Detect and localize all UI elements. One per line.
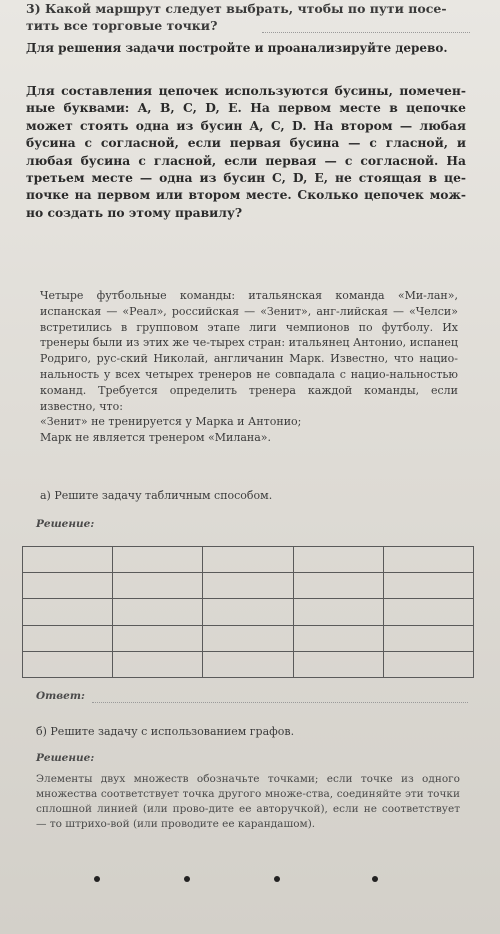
- table-cell[interactable]: [383, 547, 473, 573]
- answer-label: Ответ:: [36, 690, 85, 702]
- table-cell[interactable]: [113, 547, 203, 573]
- football-fact-1: «Зенит» не тренируется у Марка и Антонио;: [40, 415, 302, 429]
- table-cell[interactable]: [203, 547, 293, 573]
- table-cell[interactable]: [293, 625, 383, 651]
- beads-task: Для составления цепочек используются бусины, помечен-ные буквами: A, B, C, D, E. На первом месте в цепочке может стоять одна из бусин A, C, D. На втором — любая бусина с согласной, если первая бусина — с гласной, и любая бусина с гласной, если первая — с согласной. На третьем месте — одна из бусин C, D, E, не стоящая в це-почке на первом или втором месте. Сколько цепочек мож-но создать по этому правилу?: [26, 83, 466, 220]
- table-cell[interactable]: [203, 625, 293, 651]
- football-task: [40, 288, 458, 446]
- table-cell[interactable]: [203, 599, 293, 625]
- answer-line: [92, 702, 468, 703]
- graph-point: [372, 876, 378, 882]
- part-b-question: б) Решите задачу с использованием графов.: [36, 725, 295, 738]
- table-cell[interactable]: [203, 651, 293, 677]
- table-cell[interactable]: [113, 599, 203, 625]
- table-cell[interactable]: [293, 547, 383, 573]
- previous-task-ending: 3) Какой маршрут следует выбрать, чтобы по пути посе-тить все торговые точки?: [26, 1, 447, 33]
- part-a-question: а) Решите задачу табличным способом.: [40, 489, 273, 502]
- football-task-paragraph: Четыре футбольные команды: итальянская команда «Ми-лан», испанская — «Реал», российская — «Зенит», анг-лийская — «Челси» встретились в групповом этапе лиги чемпионов по футболу. Их тренеры были из этих же че-тырех стран: итальянец Антонио, испанец Родриго, рус-ский Николай, англичанин Марк. Известно, что нацио-нальность у всех четырех тренеров не совпадала с нацио-нальностью команд. Требуется определить тренера каждой команды, если известно, что:: [40, 289, 458, 413]
- solution-table[interactable]: [22, 546, 474, 678]
- graph-point: [184, 876, 190, 882]
- table-cell[interactable]: [293, 573, 383, 599]
- table-cell[interactable]: [23, 599, 113, 625]
- table-cell[interactable]: [383, 651, 473, 677]
- solution-label-a: Решение:: [36, 518, 95, 530]
- graph-point: [94, 876, 100, 882]
- table-cell[interactable]: [113, 651, 203, 677]
- graph-point: [274, 876, 280, 882]
- solution-label-b: Решение:: [36, 752, 95, 764]
- table-cell[interactable]: [23, 625, 113, 651]
- table-cell[interactable]: [113, 625, 203, 651]
- table-cell[interactable]: [293, 651, 383, 677]
- graph-instructions: Элементы двух множеств обозначьте точками; если точке из одного множества соответствует точка другого множе-ства, соединяйте эти точки сплошной линией (или прово-дите ее авторучкой), если не соответствует — то штрихо-вой (или проводите ее карандашом).: [36, 773, 460, 830]
- table-cell[interactable]: [23, 547, 113, 573]
- table-cell[interactable]: [203, 573, 293, 599]
- table-cell[interactable]: [293, 599, 383, 625]
- table-cell[interactable]: [23, 651, 113, 677]
- graph-point-row: [0, 876, 500, 888]
- tree-hint: Для решения задачи постройте и проанализируйте дерево.: [26, 41, 448, 55]
- table-cell[interactable]: [383, 573, 473, 599]
- table-cell[interactable]: [383, 599, 473, 625]
- answer-line-top: [262, 32, 470, 33]
- football-fact-2: Марк не является тренером «Милана».: [40, 431, 272, 445]
- table-cell[interactable]: [113, 573, 203, 599]
- table-cell[interactable]: [383, 625, 473, 651]
- table-cell[interactable]: [23, 573, 113, 599]
